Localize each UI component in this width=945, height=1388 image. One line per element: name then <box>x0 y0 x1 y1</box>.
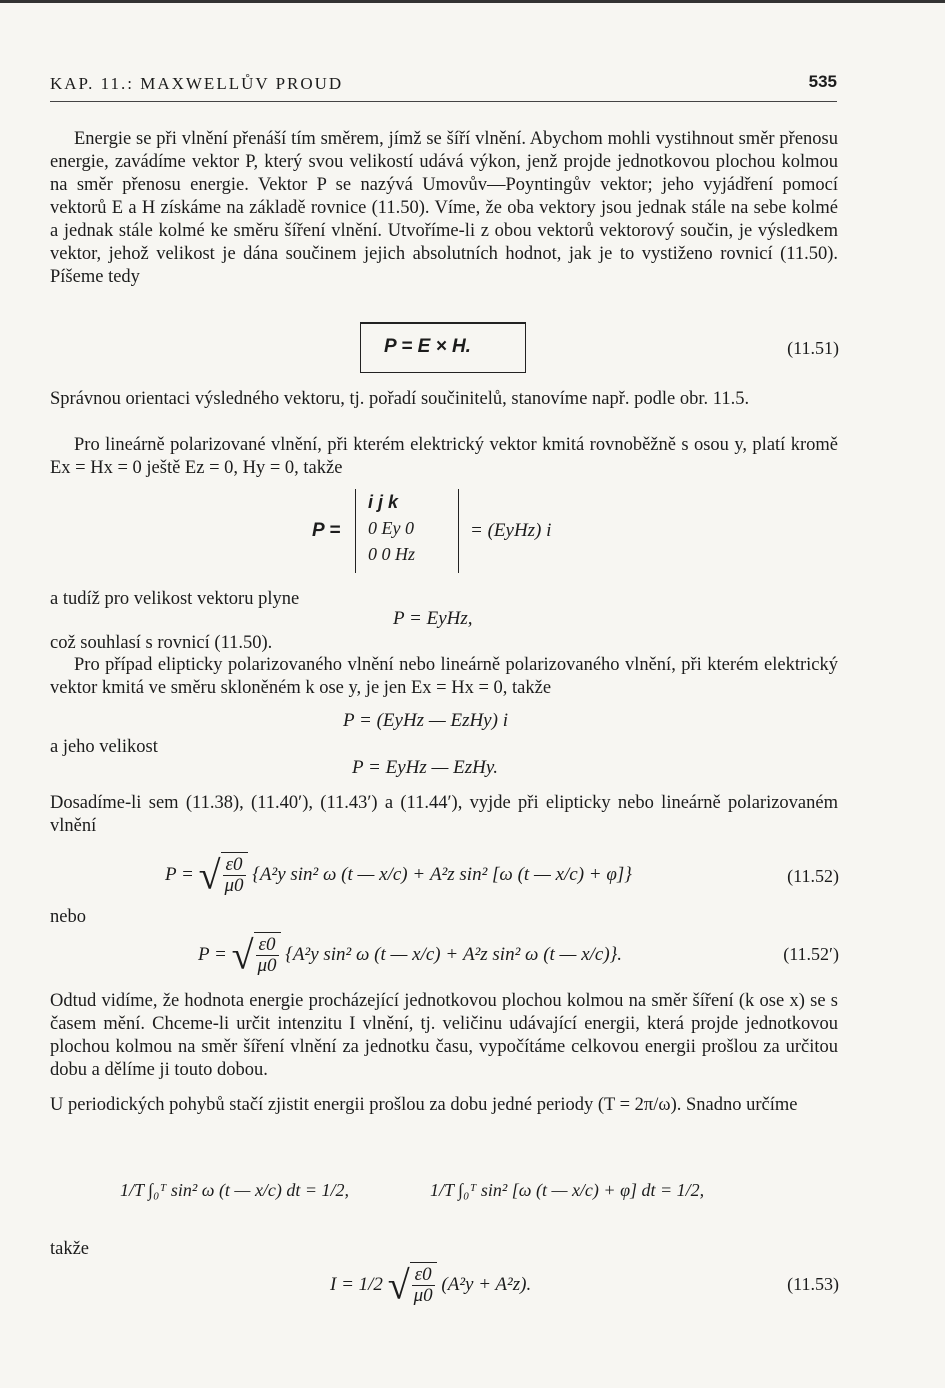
eq-11-53-mu: μ0 <box>413 1285 433 1306</box>
determinant-row-2: 0 Ey 0 <box>368 518 414 538</box>
eq-11-52b-body: {A²y sin² ω (t — x/c) + A²z sin² ω (t — x/c)}. <box>285 943 623 965</box>
paragraph-substitute: Dosadíme-li sem (11.38), (11.40′), (11.43′) a (11.44′), vyjde při elipticky nebo lineárně polarizovaném vlnění <box>50 793 838 836</box>
sqrt-sign: √ <box>387 1262 410 1308</box>
paragraph-elliptic: Pro případ elipticky polarizovaného vlnění nebo lineárně polarizovaného vlnění, při kterém elektrický vektor kmitá ve směru skloněném k ose y, je jen Ex = Hx = 0, takže <box>50 655 838 698</box>
paragraph-poynting-intro: Energie se při vlnění přenáší tím směrem, jímž se šíří vlnění. Abychom mohli vystihnout směr přenosu energie, zavádíme vektor P, který svou velikostí udává výkon, jenž projde jednotkovou plochou kolmou na směr přenosu energie. Vektor P se nazývá Umovův—Poyntingův vektor; jeho vyjádření pomocí vektorů E a H získáme na základě rovnice (11.50). Víme, že oba vektory jsou jednak stále na sebe kolmé a jednak stále kolmé ke směru šíření vlnění. Utvoříme-li z obou vektorů vektorový součin, je výsledkem vektor, jehož velikost je dána součinem jejich absolutních hodnot, jak je to vystiženo rovnicí (11.50). Píšeme tedy <box>50 129 838 287</box>
determinant-rhs: = (EyHz) i <box>470 520 552 541</box>
equation-number-11-51: (11.51) <box>787 338 839 358</box>
determinant-matrix <box>355 489 459 573</box>
header-rule <box>50 101 837 102</box>
equation-number-11-52b: (11.52′) <box>783 944 839 964</box>
sqrt-sign: √ <box>231 932 254 978</box>
eq-11-52b-lhs: P = <box>198 943 227 965</box>
page-number: 535 <box>808 72 837 91</box>
running-header: KAP. 11.: MAXWELLŮV PROUD <box>50 74 344 93</box>
equation-number-11-52: (11.52) <box>787 866 839 886</box>
word-takze: takže <box>50 1239 90 1259</box>
word-nebo: nebo <box>50 907 86 927</box>
paragraph-periodic: U periodických pohybů stačí zjistit energii prošlou za dobu jedné periody (T = 2π/ω). Snadno určíme <box>50 1095 798 1115</box>
paragraph-linear-polarization: Pro lineárně polarizované vlnění, při kterém elektrický vektor kmitá rovnoběžně s osou y, platí kromě Ex = Hx = 0 ještě Ez = 0, Hy = 0, takže <box>50 435 838 478</box>
equation-magnitude-1: P = EyHz, <box>393 608 473 629</box>
eq-11-52-epsilon: ε0 <box>223 855 246 876</box>
eq-11-52-mu: μ0 <box>224 875 244 896</box>
paragraph-agrees: což souhlasí s rovnicí (11.50). <box>50 633 273 653</box>
equation-vector-2: P = (EyHz — EzHy) i <box>343 710 508 731</box>
equation-11-52b <box>198 932 622 976</box>
equation-magnitude-2: P = EyHz — EzHy. <box>352 757 498 778</box>
eq-11-52b-mu: μ0 <box>257 955 277 976</box>
eq-11-53-lhs: I = 1/2 <box>330 1273 383 1295</box>
equation-11-52 <box>165 852 632 896</box>
equation-number-11-53: (11.53) <box>787 1274 839 1294</box>
paragraph-its-magnitude: a jeho velikost <box>50 737 158 757</box>
equation-integral-right: 1/T ∫₀ᵀ sin² [ω (t — x/c) + φ] dt = 1/2, <box>430 1180 705 1200</box>
paragraph-orientation: Správnou orientaci výsledného vektoru, tj. pořadí součinitelů, stanovíme např. podle obr. 11.5. <box>50 389 750 409</box>
equation-11-53 <box>330 1262 531 1306</box>
paragraph-intensity: Odtud vidíme, že hodnota energie procházející jednotkovou plochou kolmou na směr šíření (k ose x) se s časem mění. Chceme-li určit intenzitu I vlnění, tj. veličinu udávající energii, která projde jednotkovou plochou kolmou na směr šíření vlnění za jednotku času, vypočítáme celkovou energii prošlou za určitou dobu a dělíme ji touto dobou. <box>50 991 838 1080</box>
eq-11-53-epsilon: ε0 <box>412 1265 435 1286</box>
eq-11-52-body: {A²y sin² ω (t — x/c) + A²z sin² [ω (t — x/c) + φ]} <box>252 863 632 885</box>
eq-11-52b-epsilon: ε0 <box>256 935 279 956</box>
sqrt-sign: √ <box>198 852 221 898</box>
determinant-row-3: 0 0 Hz <box>368 544 416 564</box>
determinant-lhs: P = <box>312 520 341 541</box>
determinant-row-1: i j k <box>368 492 399 512</box>
eq-11-52-lhs: P = <box>165 863 194 885</box>
eq-11-53-body: (A²y + A²z). <box>441 1273 532 1295</box>
equation-integral-left: 1/T ∫₀ᵀ sin² ω (t — x/c) dt = 1/2, <box>120 1180 350 1200</box>
equation-11-51: P = E × H. <box>384 336 471 357</box>
paragraph-magnitude: a tudíž pro velikost vektoru plyne <box>50 589 300 609</box>
scan-top-edge <box>0 0 945 3</box>
